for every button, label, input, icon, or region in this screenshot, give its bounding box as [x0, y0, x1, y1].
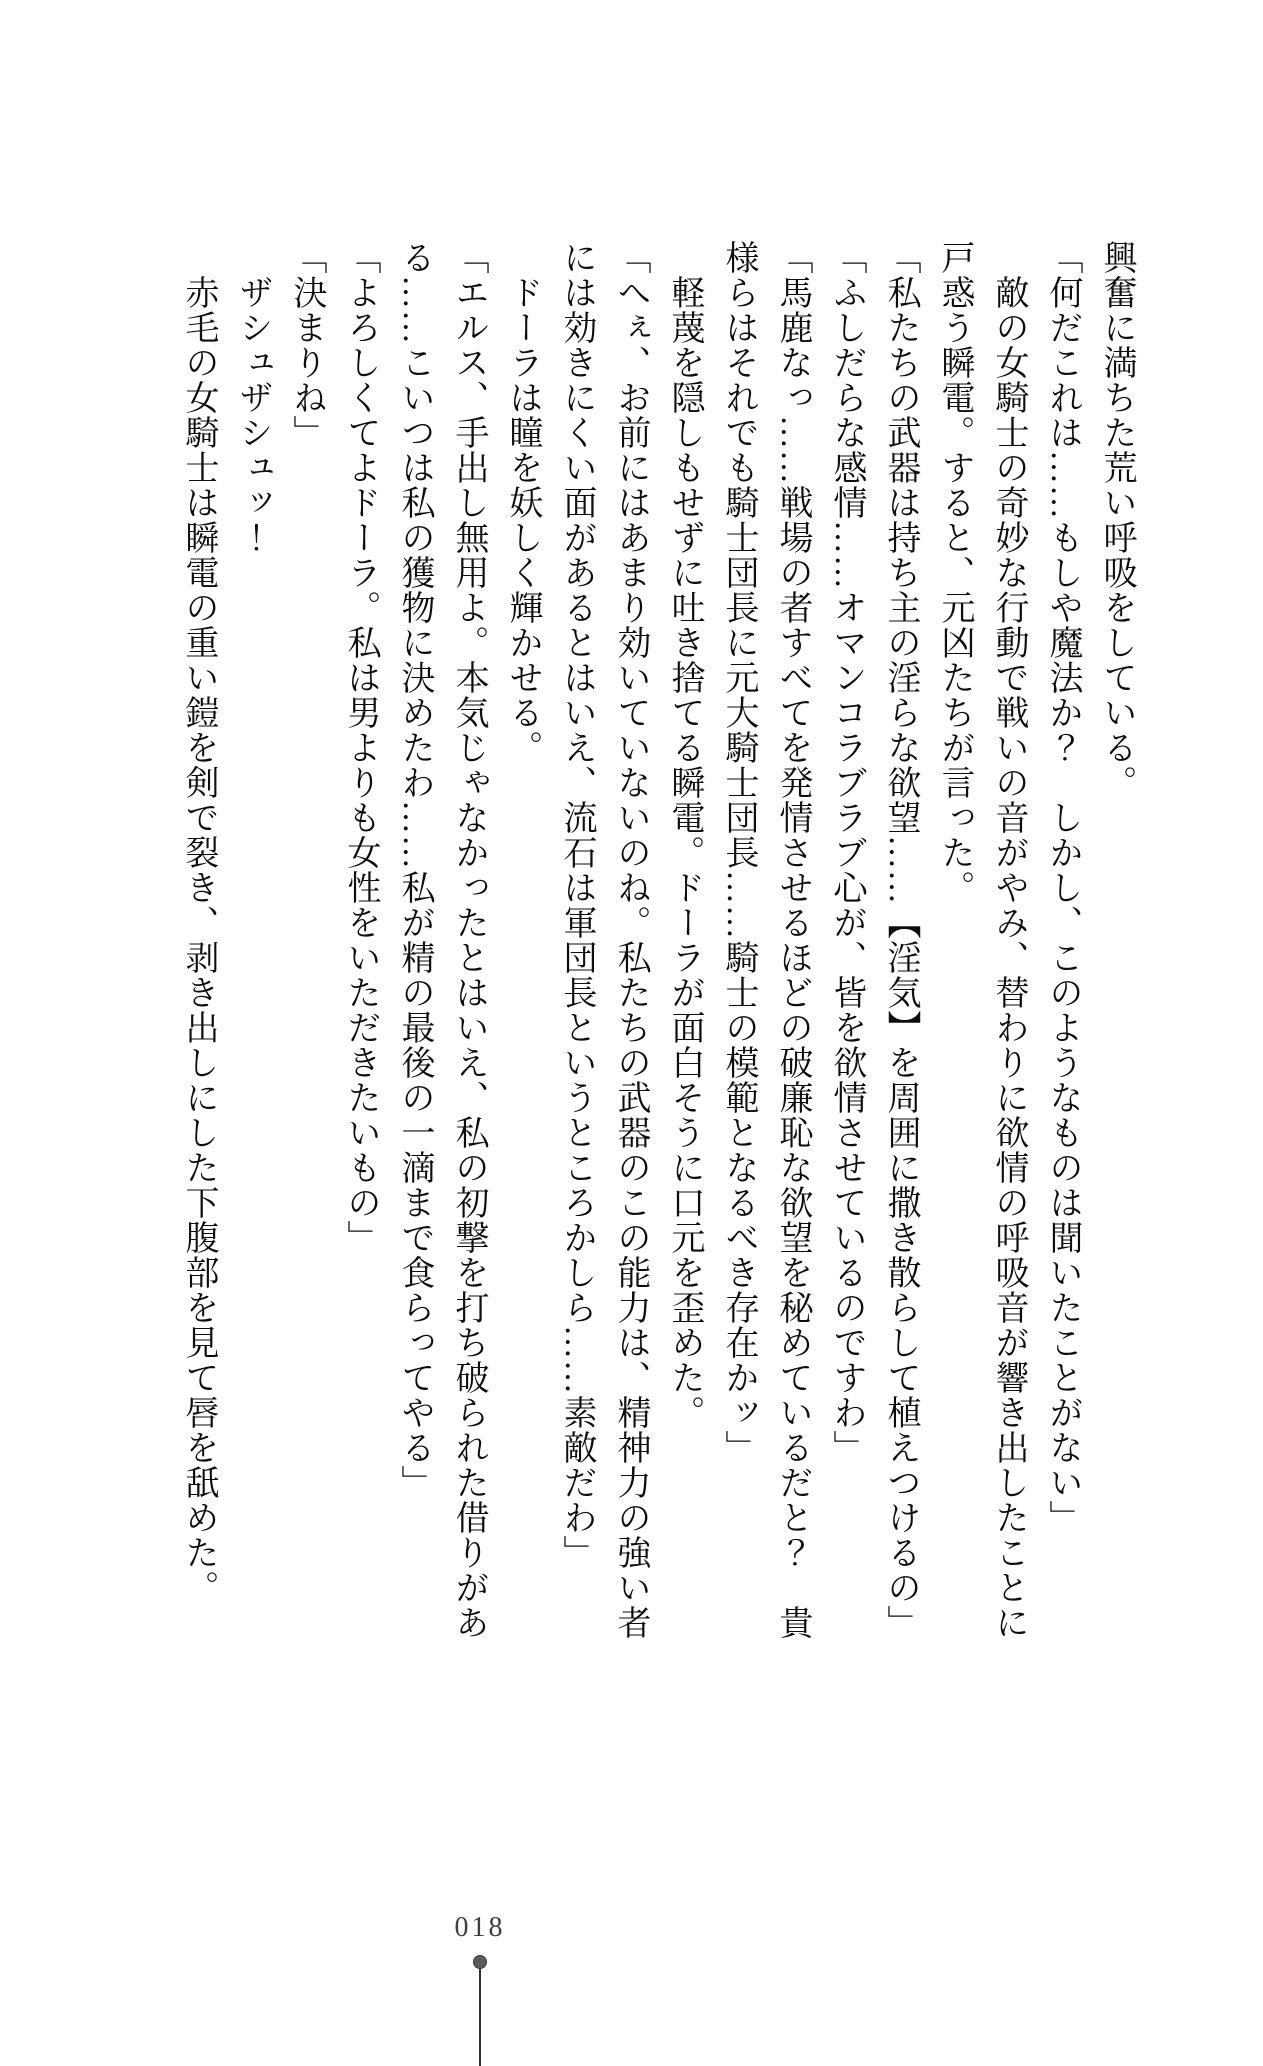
folio-dot-ornament: [473, 1955, 487, 1969]
text-line: 興奮に満ちた荒い呼吸をしている。: [1098, 240, 1135, 800]
text-line: 「ふしだらな感情……オマンコラブラブ心が、皆を欲情させているのですわ」: [828, 240, 865, 1465]
text-line: ドーラは瞳を妖しく輝かせる。: [504, 240, 541, 765]
page-footer: [0, 1906, 1263, 2066]
text-line: る……こいつは私の獲物に決めたわ……私が精の最後の一滴まで食らってやる」: [396, 240, 433, 1500]
text-line: 「私たちの武器は持ち主の淫らな欲望……【淫気】を周囲に撒き散らして植えつけるの」: [882, 240, 919, 1640]
text-line: 「へぇ、お前にはあまり効いていないのね。私たちの武器のこの能力は、精神力の強い者: [612, 240, 649, 1640]
text-line: 「エルス、手出し無用よ。本気じゃなかったとはいえ、私の初撃を打ち破られた借りがあ: [450, 240, 487, 1640]
text-line: 赤毛の女騎士は瞬電の重い鎧を剣で裂き、剥き出しにした下腹部を見て唇を舐めた。: [180, 240, 217, 1605]
text-line: 軽蔑を隠しもせずに吐き捨てる瞬電。ドーラが面白そうに口元を歪めた。: [666, 240, 703, 1430]
folio-line-ornament: [479, 1969, 481, 2066]
text-line: 「よろしくてよドーラ。私は男よりも女性をいただきたいもの」: [342, 240, 379, 1255]
text-line: 様らはそれでも騎士団長に元大騎士団長……騎士の模範となるべき存在かッ」: [720, 240, 757, 1465]
text-line: には効きにくい面があるとはいえ、流石は軍団長というところかしら……素敵だわ」: [558, 240, 595, 1570]
text-line: 「決まりね」: [288, 240, 325, 450]
text-line: 戸惑う瞬電。すると、元凶たちが言った。: [936, 240, 973, 905]
text-line: 「馬鹿なっ……戦場の者すべてを発情させるほどの破廉恥な欲望を秘めているだと？ 貴: [774, 240, 811, 1640]
text-line: 敵の女騎士の奇妙な行動で戦いの音がやみ、替わりに欲情の呼吸音が響き出したことに: [990, 240, 1027, 1640]
text-line: 「何だこれは……もしや魔法か？ しかし、このようなものは聞いたことがない」: [1044, 240, 1081, 1535]
text-line: ザシュザシュッ！: [234, 240, 271, 555]
text-area: [171, 240, 1143, 1660]
page-number: 018: [454, 1912, 506, 1943]
